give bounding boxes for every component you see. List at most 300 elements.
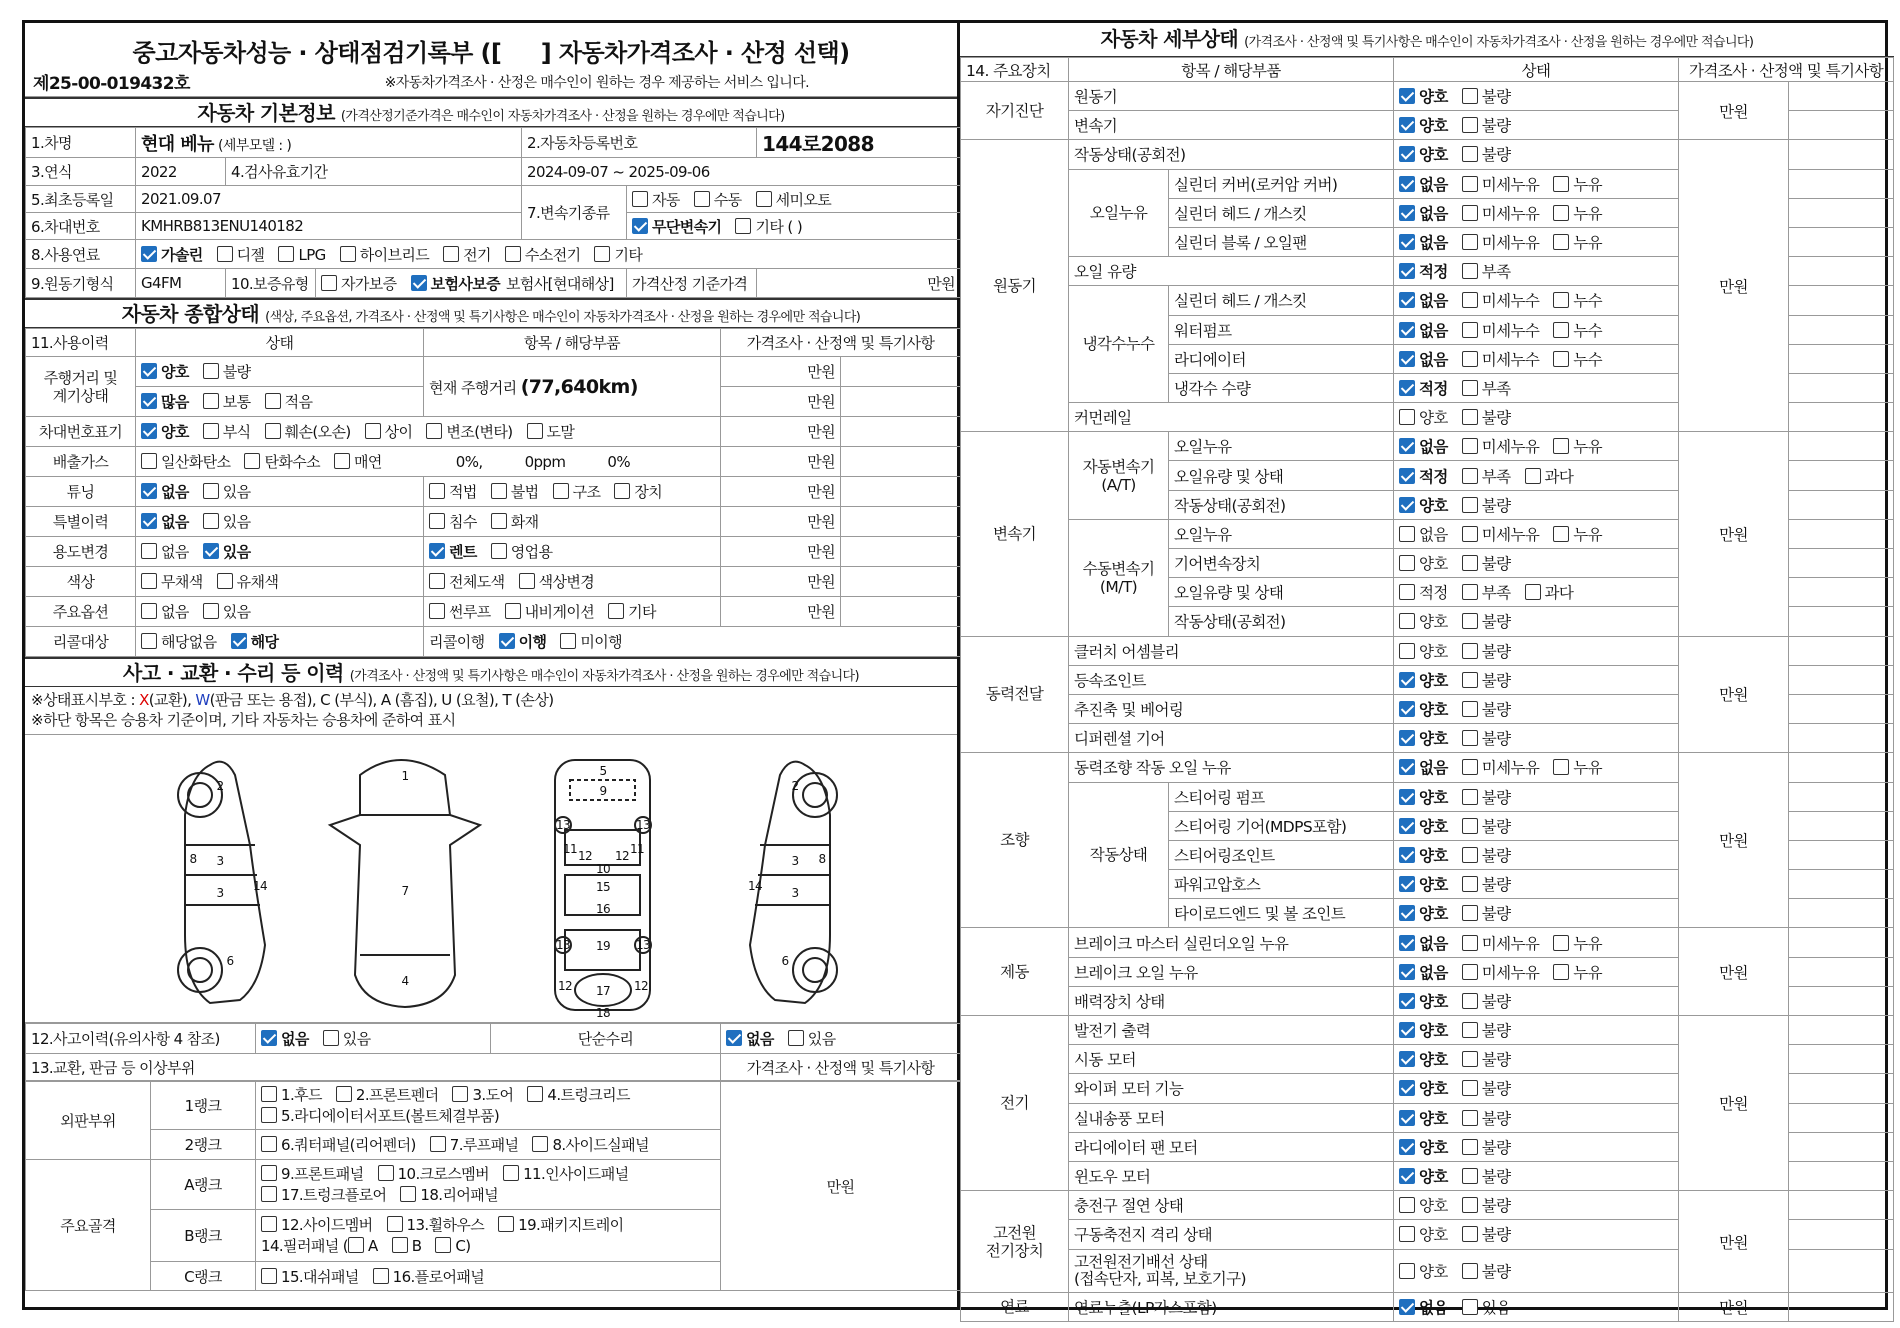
checkbox-option[interactable]: [1399, 961, 1448, 983]
checkbox-unchecked-icon[interactable]: [261, 1086, 277, 1102]
checkbox-option[interactable]: [443, 244, 491, 265]
checkbox-checked-icon[interactable]: [1399, 964, 1415, 980]
checkbox-unchecked-icon[interactable]: [336, 1086, 352, 1102]
checkbox-checked-icon[interactable]: [1399, 1051, 1415, 1067]
checkbox-unchecked-icon[interactable]: [1462, 905, 1478, 921]
checkbox-option[interactable]: [1462, 348, 1540, 370]
checkbox-unchecked-icon[interactable]: [373, 1268, 389, 1284]
checkbox-unchecked-icon[interactable]: [1462, 935, 1478, 951]
checkbox-option[interactable]: [1399, 990, 1448, 1012]
checkbox-option[interactable]: [1553, 932, 1602, 954]
checkbox-option[interactable]: [1399, 1107, 1448, 1129]
checkbox-unchecked-icon[interactable]: [1462, 263, 1478, 279]
checkbox-option[interactable]: [1462, 1136, 1511, 1158]
checkbox-option[interactable]: [1462, 756, 1540, 778]
checkbox-option[interactable]: [1462, 1077, 1511, 1099]
checkbox-option[interactable]: [429, 571, 505, 592]
checkbox-checked-icon[interactable]: [1399, 234, 1415, 250]
checkbox-unchecked-icon[interactable]: [1462, 847, 1478, 863]
checkbox-option[interactable]: [429, 511, 477, 532]
checkbox-option[interactable]: [1399, 348, 1448, 370]
checkbox-option[interactable]: [141, 511, 189, 532]
checkbox-checked-icon[interactable]: [726, 1030, 742, 1046]
checkbox-unchecked-icon[interactable]: [429, 513, 445, 529]
checkbox-option[interactable]: [726, 1028, 774, 1049]
checkbox-option[interactable]: [321, 273, 397, 294]
checkbox-unchecked-icon[interactable]: [1462, 701, 1478, 717]
checkbox-option[interactable]: [1553, 523, 1602, 545]
checkbox-option[interactable]: [519, 571, 595, 592]
checkbox-unchecked-icon[interactable]: [141, 543, 157, 559]
checkbox-option[interactable]: [1399, 727, 1448, 749]
checkbox-unchecked-icon[interactable]: [1462, 672, 1478, 688]
checkbox-option[interactable]: [244, 451, 320, 472]
checkbox-option[interactable]: [261, 1266, 359, 1287]
checkbox-option[interactable]: [527, 421, 575, 442]
checkbox-unchecked-icon[interactable]: [261, 1136, 277, 1152]
checkbox-checked-icon[interactable]: [1399, 876, 1415, 892]
checkbox-option[interactable]: [141, 601, 189, 622]
checkbox-option[interactable]: [735, 216, 802, 237]
checkbox-unchecked-icon[interactable]: [594, 246, 610, 262]
checkbox-unchecked-icon[interactable]: [348, 1237, 364, 1253]
checkbox-unchecked-icon[interactable]: [1462, 1226, 1478, 1242]
checkbox-unchecked-icon[interactable]: [1399, 1226, 1415, 1242]
checkbox-option[interactable]: [1462, 902, 1511, 924]
checkbox-unchecked-icon[interactable]: [503, 1165, 519, 1181]
checkbox-unchecked-icon[interactable]: [1462, 468, 1478, 484]
checkbox-unchecked-icon[interactable]: [1399, 584, 1415, 600]
checkbox-checked-icon[interactable]: [1399, 351, 1415, 367]
checkbox-option[interactable]: [1462, 581, 1511, 603]
checkbox-checked-icon[interactable]: [499, 633, 515, 649]
checkbox-option[interactable]: [141, 541, 189, 562]
checkbox-option[interactable]: [1462, 173, 1540, 195]
checkbox-unchecked-icon[interactable]: [321, 275, 337, 291]
checkbox-unchecked-icon[interactable]: [1462, 643, 1478, 659]
checkbox-option[interactable]: [261, 1215, 373, 1236]
checkbox-unchecked-icon[interactable]: [1553, 438, 1569, 454]
checkbox-unchecked-icon[interactable]: [203, 363, 219, 379]
checkbox-option[interactable]: [1462, 435, 1540, 457]
checkbox-option[interactable]: [141, 421, 189, 442]
checkbox-option[interactable]: [1399, 1077, 1448, 1099]
checkbox-checked-icon[interactable]: [141, 393, 157, 409]
checkbox-unchecked-icon[interactable]: [141, 573, 157, 589]
checkbox-option[interactable]: [141, 391, 189, 412]
checkbox-unchecked-icon[interactable]: [429, 603, 445, 619]
checkbox-checked-icon[interactable]: [1399, 497, 1415, 513]
checkbox-checked-icon[interactable]: [141, 246, 157, 262]
checkbox-option[interactable]: [1399, 756, 1448, 778]
checkbox-option[interactable]: [1462, 1260, 1511, 1282]
checkbox-option[interactable]: [334, 451, 382, 472]
checkbox-option[interactable]: [261, 1106, 499, 1127]
checkbox-unchecked-icon[interactable]: [141, 603, 157, 619]
checkbox-checked-icon[interactable]: [261, 1030, 277, 1046]
checkbox-option[interactable]: [491, 541, 553, 562]
checkbox-unchecked-icon[interactable]: [340, 246, 356, 262]
checkbox-unchecked-icon[interactable]: [244, 453, 260, 469]
checkbox-option[interactable]: [1553, 435, 1602, 457]
checkbox-unchecked-icon[interactable]: [532, 1136, 548, 1152]
checkbox-checked-icon[interactable]: [1399, 672, 1415, 688]
checkbox-unchecked-icon[interactable]: [429, 483, 445, 499]
checkbox-unchecked-icon[interactable]: [1462, 1051, 1478, 1067]
checkbox-option[interactable]: [1462, 465, 1511, 487]
checkbox-option[interactable]: [1399, 494, 1448, 516]
checkbox-unchecked-icon[interactable]: [261, 1186, 277, 1202]
checkbox-option[interactable]: [1399, 1048, 1448, 1070]
checkbox-checked-icon[interactable]: [1399, 847, 1415, 863]
checkbox-option[interactable]: [1399, 231, 1448, 253]
checkbox-option[interactable]: [1462, 231, 1540, 253]
checkbox-checked-icon[interactable]: [1399, 1080, 1415, 1096]
checkbox-option[interactable]: [1399, 173, 1448, 195]
checkbox-unchecked-icon[interactable]: [1553, 322, 1569, 338]
checkbox-checked-icon[interactable]: [1399, 117, 1415, 133]
checkbox-option[interactable]: [1462, 961, 1540, 983]
checkbox-unchecked-icon[interactable]: [1553, 205, 1569, 221]
checkbox-unchecked-icon[interactable]: [203, 603, 219, 619]
checkbox-option[interactable]: [694, 189, 742, 210]
checkbox-checked-icon[interactable]: [1399, 818, 1415, 834]
checkbox-checked-icon[interactable]: [1399, 1168, 1415, 1184]
checkbox-option[interactable]: [594, 244, 642, 265]
checkbox-unchecked-icon[interactable]: [1553, 759, 1569, 775]
checkbox-option[interactable]: [1462, 377, 1511, 399]
checkbox-option[interactable]: [1553, 231, 1602, 253]
checkbox-unchecked-icon[interactable]: [1399, 409, 1415, 425]
checkbox-option[interactable]: [1462, 143, 1511, 165]
checkbox-option[interactable]: [788, 1028, 836, 1049]
checkbox-option[interactable]: [348, 1236, 378, 1257]
checkbox-option[interactable]: [1399, 844, 1448, 866]
checkbox-option[interactable]: [1462, 873, 1511, 895]
checkbox-option[interactable]: [1399, 581, 1448, 603]
checkbox-unchecked-icon[interactable]: [1553, 234, 1569, 250]
checkbox-option[interactable]: [203, 421, 251, 442]
checkbox-unchecked-icon[interactable]: [1462, 176, 1478, 192]
checkbox-option[interactable]: [1462, 669, 1511, 691]
checkbox-unchecked-icon[interactable]: [141, 453, 157, 469]
checkbox-option[interactable]: [1462, 815, 1511, 837]
checkbox-checked-icon[interactable]: [1399, 1110, 1415, 1126]
checkbox-checked-icon[interactable]: [1399, 322, 1415, 338]
checkbox-unchecked-icon[interactable]: [1462, 117, 1478, 133]
checkbox-option[interactable]: [217, 244, 265, 265]
checkbox-unchecked-icon[interactable]: [1462, 993, 1478, 1009]
checkbox-unchecked-icon[interactable]: [1553, 935, 1569, 951]
checkbox-option[interactable]: [141, 244, 203, 265]
checkbox-unchecked-icon[interactable]: [1462, 234, 1478, 250]
checkbox-option[interactable]: [336, 1085, 439, 1106]
checkbox-option[interactable]: [1553, 319, 1602, 341]
checkbox-unchecked-icon[interactable]: [334, 453, 350, 469]
checkbox-option[interactable]: [323, 1028, 371, 1049]
checkbox-unchecked-icon[interactable]: [1553, 351, 1569, 367]
checkbox-option[interactable]: [1399, 319, 1448, 341]
checkbox-unchecked-icon[interactable]: [378, 1165, 394, 1181]
checkbox-option[interactable]: [1399, 552, 1448, 574]
checkbox-checked-icon[interactable]: [1399, 263, 1415, 279]
checkbox-option[interactable]: [203, 541, 251, 562]
checkbox-option[interactable]: [1399, 610, 1448, 632]
checkbox-option[interactable]: [1462, 990, 1511, 1012]
checkbox-option[interactable]: [373, 1266, 485, 1287]
checkbox-option[interactable]: [365, 421, 413, 442]
checkbox-option[interactable]: [1399, 932, 1448, 954]
checkbox-checked-icon[interactable]: [1399, 935, 1415, 951]
checkbox-option[interactable]: [1399, 465, 1448, 487]
checkbox-unchecked-icon[interactable]: [1462, 1080, 1478, 1096]
checkbox-option[interactable]: [614, 481, 662, 502]
checkbox-unchecked-icon[interactable]: [203, 513, 219, 529]
checkbox-option[interactable]: [1399, 786, 1448, 808]
checkbox-option[interactable]: [1462, 932, 1540, 954]
checkbox-option[interactable]: [452, 1085, 513, 1106]
checkbox-option[interactable]: [1399, 1223, 1448, 1245]
checkbox-option[interactable]: [392, 1236, 422, 1257]
checkbox-option[interactable]: [261, 1134, 416, 1155]
checkbox-unchecked-icon[interactable]: [1462, 555, 1478, 571]
checkbox-unchecked-icon[interactable]: [443, 246, 459, 262]
checkbox-option[interactable]: [203, 601, 251, 622]
checkbox-option[interactable]: [1462, 610, 1511, 632]
checkbox-option[interactable]: [278, 246, 325, 264]
checkbox-unchecked-icon[interactable]: [203, 423, 219, 439]
checkbox-unchecked-icon[interactable]: [1462, 322, 1478, 338]
checkbox-option[interactable]: [1553, 202, 1602, 224]
checkbox-unchecked-icon[interactable]: [1462, 205, 1478, 221]
checkbox-option[interactable]: [1553, 173, 1602, 195]
checkbox-unchecked-icon[interactable]: [435, 1237, 451, 1253]
checkbox-option[interactable]: [203, 391, 251, 412]
checkbox-option[interactable]: [203, 361, 251, 382]
checkbox-option[interactable]: [429, 601, 491, 622]
checkbox-checked-icon[interactable]: [1399, 205, 1415, 221]
checkbox-checked-icon[interactable]: [141, 483, 157, 499]
checkbox-option[interactable]: [553, 481, 601, 502]
checkbox-option[interactable]: [756, 189, 832, 210]
checkbox-unchecked-icon[interactable]: [1399, 1263, 1415, 1279]
checkbox-unchecked-icon[interactable]: [756, 191, 772, 207]
checkbox-option[interactable]: [1399, 260, 1448, 282]
checkbox-unchecked-icon[interactable]: [1553, 964, 1569, 980]
checkbox-unchecked-icon[interactable]: [278, 246, 294, 262]
checkbox-option[interactable]: [1462, 114, 1511, 136]
checkbox-unchecked-icon[interactable]: [261, 1268, 277, 1284]
checkbox-unchecked-icon[interactable]: [1553, 176, 1569, 192]
checkbox-unchecked-icon[interactable]: [498, 1216, 514, 1232]
checkbox-option[interactable]: [498, 1215, 623, 1236]
checkbox-checked-icon[interactable]: [429, 543, 445, 559]
checkbox-option[interactable]: [1462, 1296, 1511, 1318]
checkbox-unchecked-icon[interactable]: [1462, 1168, 1478, 1184]
checkbox-unchecked-icon[interactable]: [1462, 964, 1478, 980]
checkbox-option[interactable]: [1399, 1019, 1448, 1041]
checkbox-unchecked-icon[interactable]: [735, 218, 751, 234]
checkbox-option[interactable]: [265, 391, 313, 412]
checkbox-unchecked-icon[interactable]: [1462, 1197, 1478, 1213]
checkbox-unchecked-icon[interactable]: [365, 423, 381, 439]
checkbox-option[interactable]: [632, 189, 680, 210]
checkbox-unchecked-icon[interactable]: [261, 1107, 277, 1123]
checkbox-unchecked-icon[interactable]: [1462, 613, 1478, 629]
checkbox-unchecked-icon[interactable]: [1462, 876, 1478, 892]
checkbox-option[interactable]: [1399, 1136, 1448, 1158]
checkbox-option[interactable]: [1462, 786, 1511, 808]
checkbox-unchecked-icon[interactable]: [1462, 292, 1478, 308]
checkbox-option[interactable]: [1525, 581, 1574, 603]
checkbox-unchecked-icon[interactable]: [1399, 526, 1415, 542]
checkbox-option[interactable]: [1462, 494, 1511, 516]
checkbox-checked-icon[interactable]: [1399, 438, 1415, 454]
checkbox-unchecked-icon[interactable]: [265, 393, 281, 409]
checkbox-unchecked-icon[interactable]: [323, 1030, 339, 1046]
checkbox-unchecked-icon[interactable]: [1462, 789, 1478, 805]
checkbox-option[interactable]: [203, 481, 251, 502]
checkbox-option[interactable]: [499, 631, 547, 652]
checkbox-checked-icon[interactable]: [1399, 468, 1415, 484]
checkbox-unchecked-icon[interactable]: [1462, 730, 1478, 746]
checkbox-checked-icon[interactable]: [1399, 146, 1415, 162]
checkbox-option[interactable]: [411, 273, 500, 294]
checkbox-checked-icon[interactable]: [1399, 730, 1415, 746]
checkbox-option[interactable]: [1399, 669, 1448, 691]
checkbox-option[interactable]: [1462, 85, 1511, 107]
checkbox-option[interactable]: [560, 631, 622, 652]
checkbox-unchecked-icon[interactable]: [1462, 818, 1478, 834]
checkbox-unchecked-icon[interactable]: [1462, 351, 1478, 367]
checkbox-option[interactable]: [1462, 552, 1511, 574]
checkbox-checked-icon[interactable]: [141, 363, 157, 379]
checkbox-unchecked-icon[interactable]: [1399, 643, 1415, 659]
checkbox-option[interactable]: [1462, 844, 1511, 866]
checkbox-option[interactable]: [1399, 873, 1448, 895]
checkbox-checked-icon[interactable]: [231, 633, 247, 649]
checkbox-unchecked-icon[interactable]: [1399, 613, 1415, 629]
checkbox-unchecked-icon[interactable]: [560, 633, 576, 649]
checkbox-option[interactable]: [1399, 1194, 1448, 1216]
checkbox-checked-icon[interactable]: [1399, 701, 1415, 717]
checkbox-unchecked-icon[interactable]: [400, 1186, 416, 1202]
checkbox-option[interactable]: [1399, 523, 1448, 545]
checkbox-option[interactable]: [1399, 377, 1448, 399]
checkbox-unchecked-icon[interactable]: [1462, 1263, 1478, 1279]
checkbox-option[interactable]: [505, 244, 581, 265]
checkbox-option[interactable]: [1553, 348, 1602, 370]
checkbox-option[interactable]: [1462, 1107, 1511, 1129]
checkbox-option[interactable]: [261, 1164, 364, 1185]
checkbox-option[interactable]: [1462, 406, 1511, 428]
checkbox-option[interactable]: [217, 571, 279, 592]
checkbox-unchecked-icon[interactable]: [1462, 88, 1478, 104]
checkbox-checked-icon[interactable]: [411, 275, 427, 291]
checkbox-unchecked-icon[interactable]: [1525, 468, 1541, 484]
checkbox-unchecked-icon[interactable]: [203, 393, 219, 409]
checkbox-option[interactable]: [387, 1215, 485, 1236]
checkbox-checked-icon[interactable]: [1399, 1299, 1415, 1315]
checkbox-unchecked-icon[interactable]: [1462, 526, 1478, 542]
checkbox-checked-icon[interactable]: [141, 423, 157, 439]
checkbox-unchecked-icon[interactable]: [1462, 759, 1478, 775]
checkbox-option[interactable]: [1399, 85, 1448, 107]
checkbox-option[interactable]: [632, 216, 721, 237]
checkbox-checked-icon[interactable]: [141, 513, 157, 529]
checkbox-checked-icon[interactable]: [1399, 759, 1415, 775]
checkbox-unchecked-icon[interactable]: [505, 603, 521, 619]
checkbox-option[interactable]: [1462, 1194, 1511, 1216]
checkbox-option[interactable]: [1399, 815, 1448, 837]
checkbox-option[interactable]: [430, 1134, 519, 1155]
checkbox-option[interactable]: [429, 481, 477, 502]
checkbox-unchecked-icon[interactable]: [1462, 1022, 1478, 1038]
checkbox-option[interactable]: [1462, 698, 1511, 720]
checkbox-checked-icon[interactable]: [1399, 1139, 1415, 1155]
checkbox-option[interactable]: [340, 244, 429, 265]
checkbox-unchecked-icon[interactable]: [1462, 409, 1478, 425]
checkbox-unchecked-icon[interactable]: [430, 1136, 446, 1152]
checkbox-unchecked-icon[interactable]: [491, 483, 507, 499]
checkbox-option[interactable]: [429, 541, 477, 562]
checkbox-unchecked-icon[interactable]: [261, 1165, 277, 1181]
checkbox-option[interactable]: [141, 481, 189, 502]
checkbox-checked-icon[interactable]: [1399, 905, 1415, 921]
checkbox-option[interactable]: [1553, 756, 1602, 778]
checkbox-option[interactable]: [1462, 1019, 1511, 1041]
checkbox-option[interactable]: [1553, 289, 1602, 311]
checkbox-unchecked-icon[interactable]: [217, 573, 233, 589]
checkbox-unchecked-icon[interactable]: [1462, 1139, 1478, 1155]
checkbox-unchecked-icon[interactable]: [1399, 1197, 1415, 1213]
checkbox-option[interactable]: [1462, 319, 1540, 341]
checkbox-option[interactable]: [435, 1236, 470, 1257]
checkbox-option[interactable]: [1553, 961, 1602, 983]
checkbox-option[interactable]: [261, 1085, 322, 1106]
checkbox-unchecked-icon[interactable]: [217, 246, 233, 262]
checkbox-option[interactable]: [1399, 406, 1448, 428]
checkbox-unchecked-icon[interactable]: [491, 513, 507, 529]
checkbox-option[interactable]: [1462, 1223, 1511, 1245]
checkbox-unchecked-icon[interactable]: [527, 423, 543, 439]
checkbox-checked-icon[interactable]: [203, 543, 219, 559]
checkbox-unchecked-icon[interactable]: [1525, 584, 1541, 600]
checkbox-option[interactable]: [141, 451, 230, 472]
checkbox-unchecked-icon[interactable]: [519, 573, 535, 589]
checkbox-checked-icon[interactable]: [1399, 88, 1415, 104]
checkbox-unchecked-icon[interactable]: [527, 1086, 543, 1102]
checkbox-unchecked-icon[interactable]: [426, 423, 442, 439]
checkbox-option[interactable]: [426, 421, 512, 442]
checkbox-option[interactable]: [141, 631, 217, 652]
checkbox-option[interactable]: [141, 571, 203, 592]
checkbox-option[interactable]: [1399, 202, 1448, 224]
checkbox-unchecked-icon[interactable]: [261, 1216, 277, 1232]
checkbox-unchecked-icon[interactable]: [392, 1237, 408, 1253]
checkbox-unchecked-icon[interactable]: [265, 423, 281, 439]
checkbox-option[interactable]: [1462, 523, 1540, 545]
checkbox-option[interactable]: [141, 361, 189, 382]
checkbox-checked-icon[interactable]: [1399, 380, 1415, 396]
checkbox-option[interactable]: [1462, 727, 1511, 749]
checkbox-unchecked-icon[interactable]: [1553, 292, 1569, 308]
checkbox-option[interactable]: [1525, 465, 1574, 487]
checkbox-option[interactable]: [491, 511, 539, 532]
checkbox-checked-icon[interactable]: [1399, 292, 1415, 308]
checkbox-option[interactable]: [1462, 1048, 1511, 1070]
checkbox-option[interactable]: [1399, 114, 1448, 136]
